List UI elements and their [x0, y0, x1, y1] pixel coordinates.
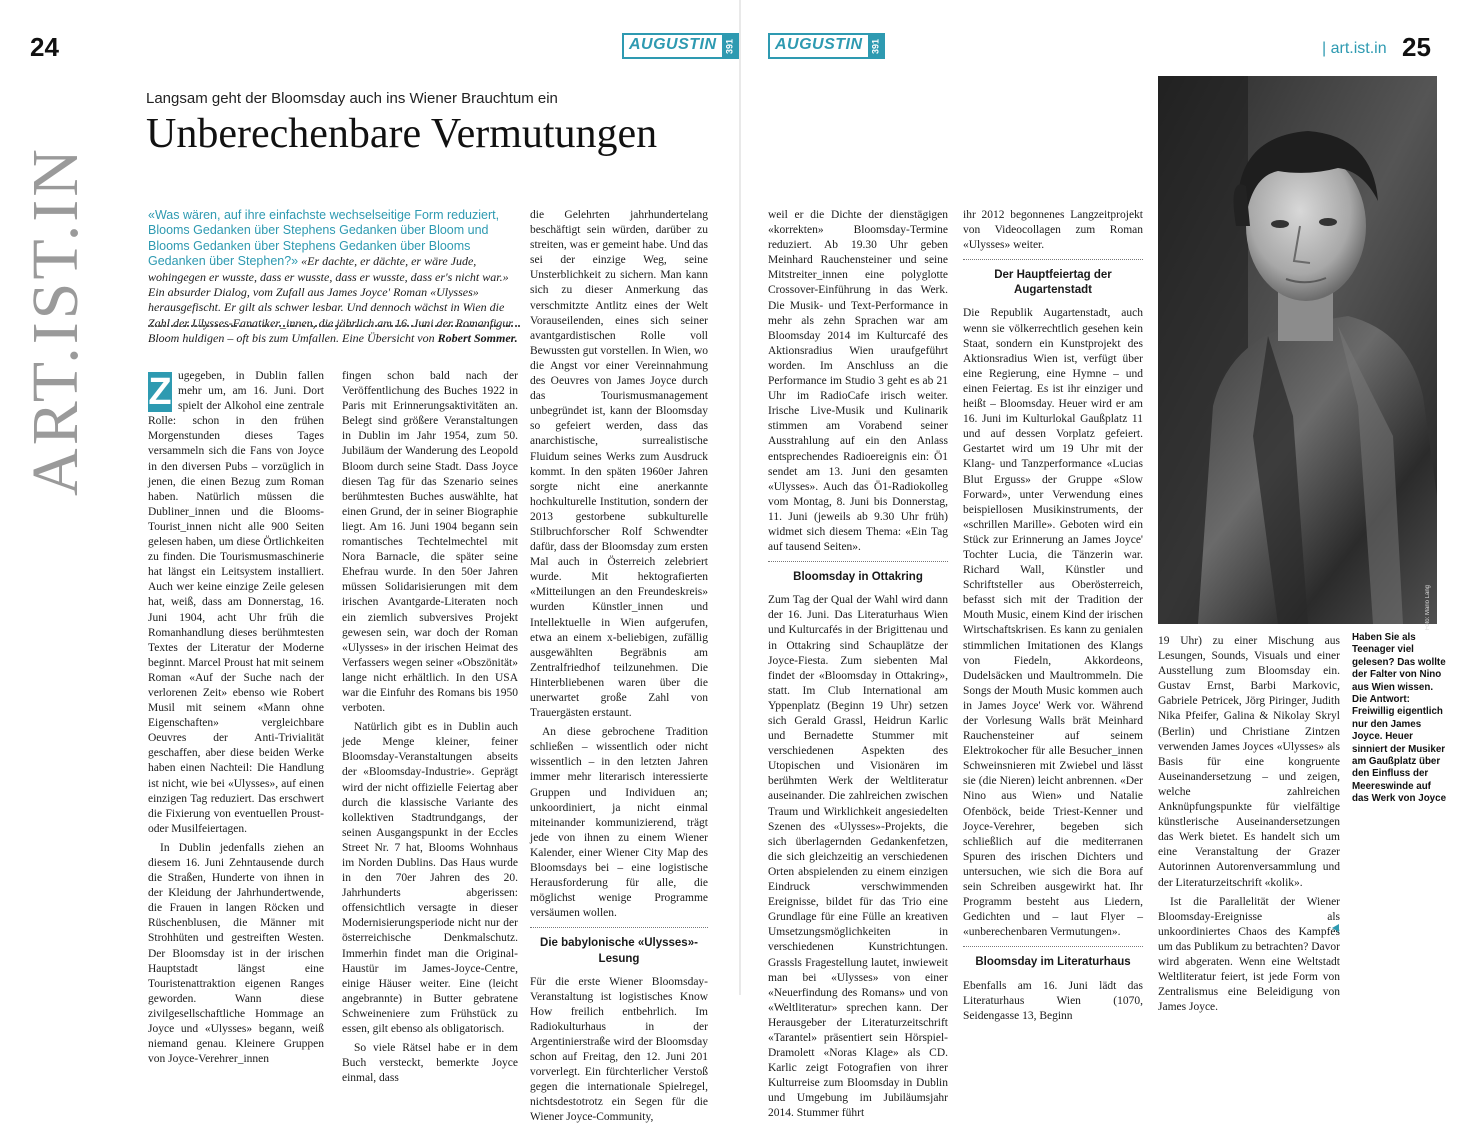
- paragraph: Natürlich gibt es in Dublin auch jede Menge kleiner, feiner Bloomsday-Veranstaltungen abseits der «Bloomsday-Industrie». Geprägt wird der nicht offizielle Feiertag aber durch die klassische Variante des kollektiven Stadtrundgangs, der seinen Ausgangspunkt in der Eccles Street Nr. 7 hat, Blooms Wohnhaus im Norden Dublins. Das Haus wurde in den 70er Jahren des 20. Jahrhunderts abgerissen: offensichtlich versagte in dieser Modernisierungsperiode nicht nur der österreichische Denkmalschutz. Immerhin findet man die Original-Haustür im James-Joyce-Centre, einige Häuser weiter. Eine (leicht angebrannte) in Butter gebratene Schweineniere zum Frühstück zu essen, gilt ebenso als obligatorisch.: [342, 721, 518, 1036]
- paragraph: weil er die Dichte der dienstägigen «korrekten» Bloomsday-Termine reduziert. Ab 19.30 Uhr geben Meinhard Rauchensteiner und seine Mitstreiter_innen eine polyglotte Crossover-Einführung in das Werk. Die Musik- und Text-Performance in mehr als zehn Sprachen war am Bloomsday 2014 im Kulturcafé des Aktionsradius Wien uraufgeführt worden. Im Anschluss an die Performance im Studio 3 geht es ab 21 Uhr im RadioCafe irisch weiter. Irische Live-Musik und Kulinarik stimmen am Vorabend seiner Ausstrahlung auf ein den Anlass entsprechendes Radioereignis ein: Ö1 sendet am 13. Juni den gesamten «Ulysses». Auch das Ö1-Radiokolleg vom Montag, 8. Juni bis Donnerstag, 11. Juni (jeweils ab 9.30 Uhr früh) widmet sich diesem Thema: «Ein Tag auf tausend Seiten».: [768, 209, 948, 554]
- paragraph: [148, 369, 324, 837]
- portrait-illustration: [1158, 76, 1437, 624]
- logo-text: AUGUSTIN: [775, 36, 863, 53]
- subheading: Bloomsday im Literaturhaus: [963, 946, 1143, 970]
- lead-quote: «Was wären, auf ihre einfachste wechselseitige Form reduziert, Blooms Gedanken über Stephens Gedanken über Bloom und Blooms Gedanken über Stephens Gedanken über Blooms Gedanken über Stephen?»: [148, 208, 500, 269]
- logo-issue: 391: [868, 35, 883, 57]
- paragraph: 19 Uhr) zu einer Mischung aus Lesungen, Sounds, Visuals und einer Ausstellung zum Bloomsday ein. Gustav Ernst, Barbi Markovic, Gabriele Petricek, Jörg Piringer, Judith Nika Pfeifer, Galina & Nikolay Skryl (Berlin) und Christiane Zintzen verwenden James Joyces «Ulysses» als Basis für eine kongruente Auseinandersetzung – und zeigen, welche zahlreichen Anknüpfungspunkte für vielfältige künstlerische Auseinandersetzungen das Werk bietet. Es handelt sich um eine Veranstaltung der Grazer Autorinnen Autorenversammlung und der Literaturzeitschrift «kolik».: [1158, 635, 1340, 889]
- section-rubric: [19, 86, 93, 556]
- paragraph-text: ugegeben, in Dublin fallen mehr um, am 16. Juni. Dort spielt der Alkohol eine zentrale Rolle: schon in den frühen Morgenstunden dieses Tages versammeln sich die Fans von Joyce in den diversen Pubs – vorzüglich in jenen, die einen Bezug zum Roman haben. Natürlich müssen die Dubliner_innen und die Blooms-Tourist_innen nicht alle 900 Seiten gelesen haben, um diese Örtlichkeiten zu finden. Die Tourismusmaschinerie hat längst ein Leitsystem installiert. Auch wer keine einzige Zeile gelesen hat, weiß, dass am Donnerstag, 16. Juni 1904, acht Uhr früh die Romanhandlung dieses berühmtesten Textes der Literatur der Moderne beginnt. Marcel Proust hat mit seinem Roman «Auf der Suche nach der verlorenen Zeit» ebenso wie Robert Musil mit seinem «Mann ohne Eigenschaften» vergleichbare Oeuvres der Anti-Trivialität geschaffen, aber diese beiden Werke haben einen Nachteil: Die Handlung ist nicht, wie bei «Ulysses», auf einen einzigen Tag reduziert. Das erschwert die Fixierung von eventuellen Proust- oder Musilfeiertagen.: [148, 370, 324, 835]
- paragraph: die Gelehrten jahrhundertelang beschäftigt sein würden, darüber zu streiten, was er gemeint habe. Und das sei der einzige Weg, seine Unsterblichkeit zu sichern. Man kann sich zu dieser Anmerkung das verschmitzte Antlitz eines der Welt Vorauseilenden, eines sich seiner avantgardistischen Rolle voll Bewussten gut vorstellen. In Wien, wo die Angst vor einer Vereinnahmung des Oeuvres von James Joyce durch das Tourismusmanagement unbegründet ist, kann der Bloomsday so gefeiert werden, dass das anarchistische, surrealistische Fluidum seines Werks zum Ausdruck kommt. In den späten 1960er Jahren sorgte nicht eine anerkannte hochkulturelle Institution, sondern der 2013 gestorbene subkulturelle Stilbruchforscher Rolf Schwendter dafür, dass der Bloomsday zum ersten Mal auch in Österreich zelebriert wurde. Mit hektografierten «Mitteilungen an den Freundeskreis» wurden Künstler_innen und Intellektuelle in Wien aufgerufen, etwa an einem x-beliebigen, zufällig ausgewählten Begräbnis am Zentralfriedhof teilzunehmen. Die Hinterbliebenen waren über die unerwartet große Zahl von Trauergästen erstaunt.: [530, 209, 708, 720]
- article-column-4: [768, 208, 948, 1120]
- paragraph: Für die erste Wiener Bloomsday-Veranstaltung ist logistisches Know How freilich entbehrlich. Im Radiokulturhaus in der Argentinierstraße wird der Bloomsday schon auf Freitag, den 12. Juni 201 vorverlegt. Ein fürchterlicher Verstoß gegen die internationale Spielregel, nichtsdestotrotz ein Segen für die Wiener Joyce-Community,: [530, 975, 708, 1124]
- augustin-logo-right: [768, 33, 885, 59]
- headline: Unberechenbare Vermutungen: [146, 111, 658, 157]
- logo-issue: 391: [722, 35, 737, 57]
- paragraph: ihr 2012 begonnenes Langzeitprojekt von Videocollagen zum Roman «Ulysses» weiter.: [963, 209, 1143, 252]
- portrait-photo: [1158, 76, 1437, 624]
- end-mark-icon: [1332, 924, 1339, 932]
- subheading: Der Hauptfeiertag der Augartenstadt: [963, 259, 1143, 298]
- logo-text: AUGUSTIN: [629, 36, 717, 53]
- article-column-6: [1158, 634, 1340, 1014]
- section-rubric-text: ART.IST.IN: [19, 146, 93, 496]
- page-number-left: 24: [30, 32, 59, 62]
- augustin-logo-left: [622, 33, 739, 59]
- lead-author: Robert Sommer.: [437, 331, 518, 346]
- subheading: Bloomsday in Ottakring: [768, 561, 948, 585]
- lead-divider: [148, 325, 520, 327]
- paragraph: Ist die Parallelität der Wiener Bloomsday-Ereignisse als unkoordiniertes Chaos des Kampfes um das Publikum zu betrachten? Davor wird abgeraten. Wenn eine Weltstadt Weltliteratur feiert, ist jede Form von Zentralismus eine Beleidigung von James Joyce.: [1158, 895, 1340, 1014]
- article-column-5: [963, 208, 1143, 1022]
- photo-caption: Haben Sie als Teenager viel gelesen? Das wollte der Falter von Nino aus Wien wissen. Die Antwort: Freiwillig eigentlich nur den James Joyce. Heuer sinniert der Musiker am Gaußplatz über den Einfluss der Meereswinde auf das Werk von Joyce: [1352, 632, 1447, 805]
- paragraph: An diese gebrochene Tradition schließen – wissentlich oder nicht wissentlich – in den letzten Jahren immer mehr literarisch interessierte Gruppen und Individuen an; unkoordiniert, ja nicht einmal miteinander kommunizierend, trägt jede von ihnen zu einem Wiener Kalender, einer Wiener City Map des Bloomsdays bei – eine logistische Herausforderung für alle, die möglichst wenige Programme versäumen wollen.: [530, 726, 708, 920]
- article-column-1: [148, 369, 324, 1066]
- page-gutter: [739, 0, 741, 995]
- section-rubric-small: | art.ist.in: [1322, 40, 1387, 57]
- photo-credit: Foto: Mario Lang: [1425, 585, 1431, 631]
- subheading: Die babylonische «Ulysses»-Lesung: [530, 927, 708, 966]
- paragraph: So viele Rätsel habe er in dem Buch versteckt, bemerkte Joyce einmal, dass: [342, 1042, 518, 1085]
- dropcap: Z: [148, 371, 172, 413]
- kicker: Langsam geht der Bloomsday auch ins Wiener Brauchtum ein: [146, 90, 558, 107]
- article-column-3: [530, 208, 708, 1124]
- paragraph: Ebenfalls am 16. Juni lädt das Literaturhaus Wien (1070, Seidengasse 13, Beginn: [963, 979, 1143, 1022]
- paragraph: Die Republik Augartenstadt, auch wenn sie völkerrechtlich gesehen kein Staat, sondern ein Kunstprojekt des Aktionsradius Wien ist, verfügt über eine Regierung, eine Hymne – und einen Feiertag. Es ist ihr einziger und heißt – Bloomsday. Heuer wird er am 16. Juni im Kulturlokal Gaußplatz 11 und auf dessen Vorplatz gefeiert. Gestartet wird um 19 Uhr mit der Klang- und Tanzperformance «Lucias Blut Erguss» der Gruppe «Slow Forward», unter Verwendung eines beispiellosen Musikinstruments, der «schrillen Marille». Geboten wird ein Stück zur Erinnerung an James Joyce' Tochter Lucia, die Tänzerin war. Richard Wall, Künstler und Schriftsteller aus Oberösterreich, befasst sich mit der Tradition der Mouth Music, einem Kind der irischen Wirtschaftskrisen. Es kann zu genialen stimmlichen Imitationen des Klangs von Fiedeln, Akkordeons, Dudelsäcken und Maultrommeln. Die Songs der Mouth Music kommen auch in James Joyce' Werk vor. Während der Vorlesung Walls brät Meinhard Rauchensteiner auf seinem Elektrokocher für alle Besucher_innen Schweinsnieren mit Zwiebel und lässt sie (die Nieren) leicht anbrennen. «Der Nino aus Wien» und Natalie Ofenböck, beide Triest-Kenner und Joyce-Verehrer, begeben sich schließlich auf die mediterranen Spuren des irischen Dichters und untersuchen, wie sich die Bora auf sein Schreiben ausgewirkt hat. Ihr Programm besteht aus Liedern, Gedichten und – laut Flyer – «unberechenbaren Vermutungen».: [963, 307, 1143, 939]
- article-column-2: [342, 369, 518, 1085]
- paragraph: In Dublin jedenfalls ziehen an diesem 16. Juni Zehntausende durch die Straßen, Hunderte von ihnen in der Kleidung der Jahrhundertwende, die Frauen in langen Röcken und Rüschenblusen, die Männer mit Strohhüten und gestreiften Westen. Der Bloomsday ist in der irischen Hauptstadt längst eine Touristenattraktion eigenen Ranges geworden. Wann diese zivilgesellschaftliche Hommage an Joyce und «Ulysses» begann, weiß niemand genau. Kleinere Gruppen von Joyce-Verehrer_innen: [148, 841, 324, 1066]
- page-number-right: 25: [1402, 32, 1431, 62]
- paragraph: Zum Tag der Qual der Wahl wird dann der 16. Juni. Das Literaturhaus Wien und Kulturcafés in der Brigittenau und in Ottakring sind Schauplätze der Joyce-Fiesta. Zum siebenten Mal findet der «Bloomsday in Ottakring», statt. Im Club International am Yppenplatz (Beginn 19 Uhr) setzen sich Gerald Grassl, Heidrun Karlic und Bernadette Stummer mit verschiedenen Aspekten des Utopischen und Visionären im berühmten Werk der Weltliteratur auseinander. Die zahlreichen zwischen Traum und Wirklichkeit angesiedelten Szenen des «Ulysses»-Projekts, die sich überlagernden Gedankenfetzen, die sich gleichzeitig an verschiedenen Orten abspielenden zu einem einzigen Eindruck verschwimmenden Ereignisse, bildet für das Trio eine Grundlage für eine Fülle an kreativen Umsetzungsmöglichkeiten in verschiedenen Kunstrichtungen. Grassls Fragestellung lautet, inwieweit man bei «Ulysses» von einer «Neuerfindung des Romans» und von «Weltliteratur» sprechen kann. Der Herausgeber der Literaturzeitschrift «Tarantel» präsentiert sein Hörspiel-Dramolett «Noras Klage» als CD. Karlic zeigt Fotografien von ihrer Kulturreise zum Bloomsday in Dublin und Umgebung im Jubiläumsjahr 2014. Stummer führt: [768, 594, 948, 1120]
- lead-intro: «Er dachte, er dächte, er wäre Jude, wohingegen er wusste, dass er wusste, dass er wusste, dass er's nicht war.» Ein absurder Dialog, vom Zufall aus James Joyce' Roman «Ulysses» herausgefischt. Er gilt als schwer lesbar. Und dennoch wächst in Wien die Zahl der Ulysses-Fanatiker_innen, die jährlich am 16. Juni der Romanfigur Bloom huldigen – oft bis zum Umfallen. Eine Übersicht von: [148, 254, 513, 346]
- paragraph: fingen schon bald nach der Veröffentlichung des Buches 1922 in Paris mit Erinnerungsaktivitäten an. Belegt sind größere Veranstaltungen in Dublin im Jahr 1954, zum 50. Jubiläum der Wanderung des Leopold Bloom durch seine Stadt. Dass Joyce diesen Tag für das Szenario seines berühmtesten Buches auswählte, hat einen Grund, der in seiner Biographie liegt. Am 16. Juni 1904 begann sein romantisches Techtelmechtel mit Nora Barnacle, die später seine Ehefrau wurde. In den 50er Jahren müssen Solidarisierungen mit dem irischen Avantgarde-Literaten noch ein ziemlich subversives Projekt gewesen sein, war doch der Roman «Ulysses» in der irischen Heimat des Verfassers wegen seiner «Obszönität» lange nicht erhältlich. In den USA war die Einfuhr des Romans bis 1950 verboten.: [342, 370, 518, 715]
